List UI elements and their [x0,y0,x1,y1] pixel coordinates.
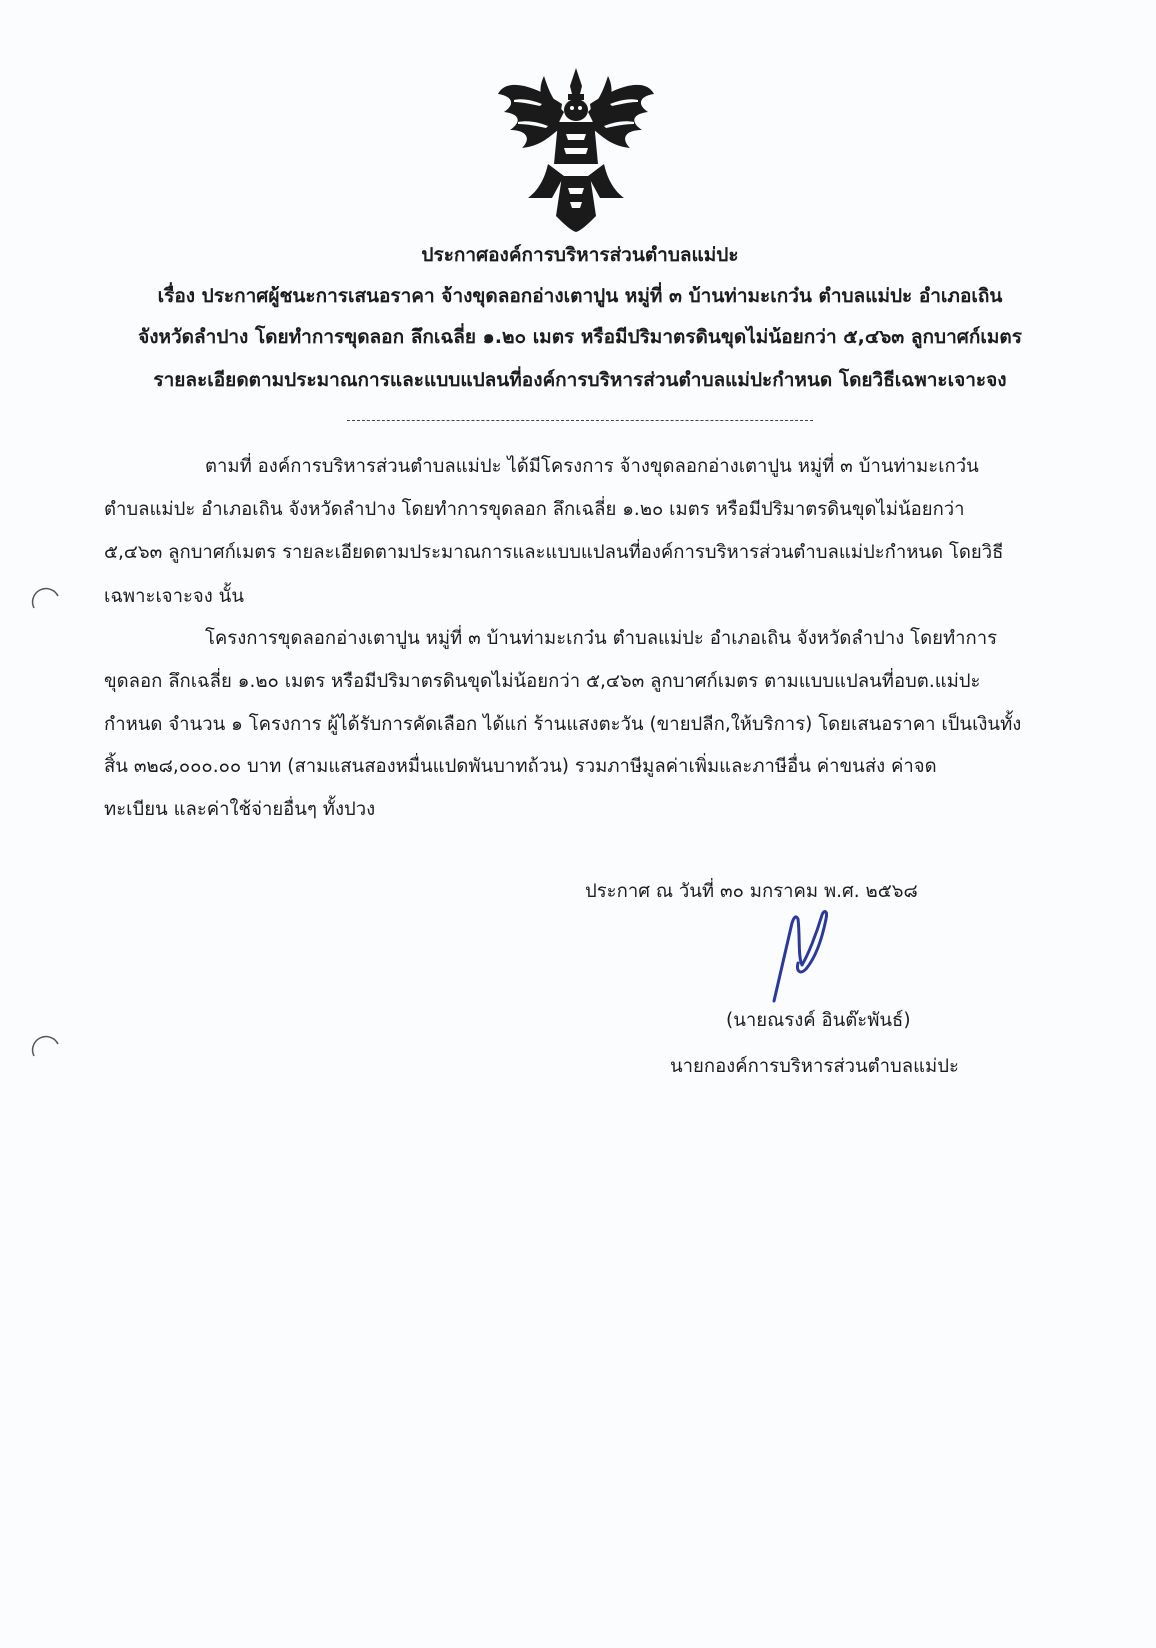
paragraph1-line-2: ตำบลแม่ปะ อำเภอเถิน จังหวัดลำปาง โดยทำการขุดลอก ลึกเฉลี่ย ๑.๒๐ เมตร หรือมีปริมาตรดินขุดไม่น้อยกว่า [104,499,965,520]
garuda-emblem [492,64,660,234]
subject-line-1: เรื่อง ประกาศผู้ชนะการเสนอราคา จ้างขุดลอกอ่างเตาปูน หมู่ที่ ๓ บ้านท่ามะเกว๋น ตำบลแม่ปะ อำเภอเถิน [157,285,1003,307]
paragraph1-line-1: ตามที่ องค์การบริหารส่วนตำบลแม่ปะ ได้มีโครงการ จ้างขุดลอกอ่างเตาปูน หมู่ที่ ๓ บ้านท่ามะเกว๋น [205,456,979,477]
signer-name: (นายณรงค์ อินต๊ะพันธ์) [726,1010,911,1031]
subject-line-3: รายละเอียดตามประมาณการและแบบแปลนที่องค์การบริหารส่วนตำบลแม่ปะกำหนด โดยวิธีเฉพาะเจาะจง [153,369,1007,391]
paragraph2-line-1: โครงการขุดลอกอ่างเตาปูน หมู่ที่ ๓ บ้านท่ามะเกว๋น ตำบลแม่ปะ อำเภอเถิน จังหวัดลำปาง โดยทำการ [205,628,998,649]
signature-mark [772,905,832,1005]
divider-line [347,420,813,421]
punch-hole-bottom [30,1030,62,1062]
signer-position: นายกองค์การบริหารส่วนตำบลแม่ปะ [670,1056,959,1077]
subject-line-2: จังหวัดลำปาง โดยทำการขุดลอก ลึกเฉลี่ย ๑.๒๐ เมตร หรือมีปริมาตรดินขุดไม่น้อยกว่า ๕,๔๖๓ ลูกบาศก์เมตร [138,326,1022,348]
paragraph2-line-3: กำหนด จำนวน ๑ โครงการ ผู้ได้รับการคัดเลือก ได้แก่ ร้านแสงตะวัน (ขายปลีก,ให้บริการ) โดยเสนอราคา เป็นเงินทั้ง [104,714,1022,735]
paragraph2-line-5: ทะเบียน และค่าใช้จ่ายอื่นๆ ทั้งปวง [104,799,376,820]
punch-hole-top [30,582,62,614]
paragraph2-line-2: ขุดลอก ลึกเฉลี่ย ๑.๒๐ เมตร หรือมีปริมาตรดินขุดไม่น้อยกว่า ๕,๔๖๓ ลูกบาศก์เมตร ตามแบบแปลนที่อบต.แม่ปะ [104,671,981,692]
org-title: ประกาศองค์การบริหารส่วนตำบลแม่ปะ [421,244,739,266]
paragraph1-line-4: เฉพาะเจาะจง นั้น [104,586,244,607]
paragraph2-line-4: สิ้น ๓๒๘,๐๐๐.๐๐ บาท (สามแสนสองหมื่นแปดพันบาทถ้วน) รวมภาษีมูลค่าเพิ่มและภาษีอื่น ค่าขนส่ง ค่าจด [104,756,937,777]
paragraph1-line-3: ๕,๔๖๓ ลูกบาศก์เมตร รายละเอียดตามประมาณการและแบบแปลนที่องค์การบริหารส่วนตำบลแม่ปะกำหนด โดยวิธี [104,542,1004,563]
date-line: ประกาศ ณ วันที่ ๓๐ มกราคม พ.ศ. ๒๕๖๘ [585,881,918,902]
